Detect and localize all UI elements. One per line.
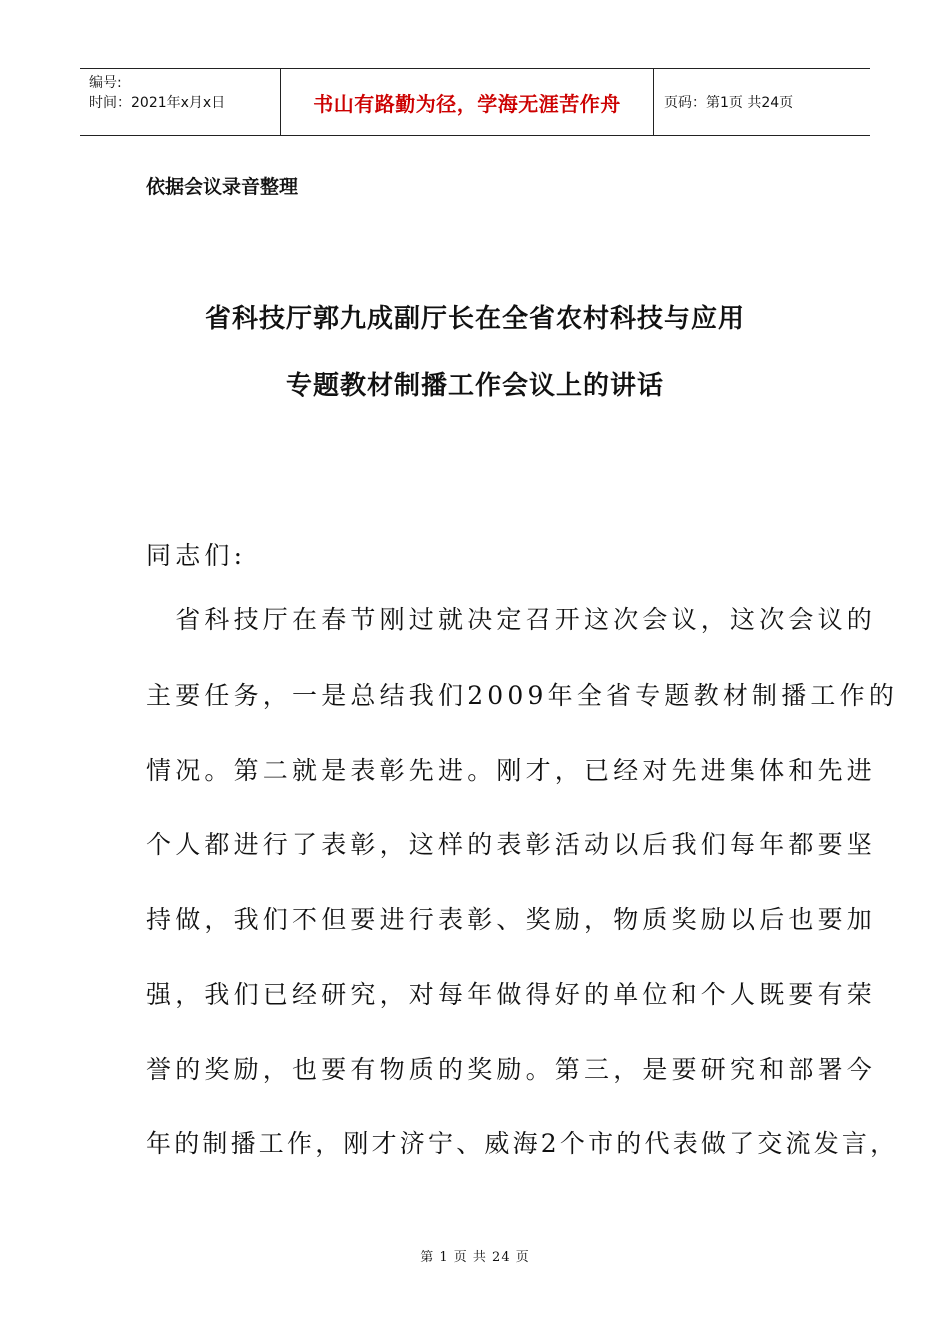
body-line: 持做，我们不但要进行表彰、奖励，物质奖励以后也要加 <box>146 905 877 934</box>
header-page-label: 页码：第1页 共24页 <box>664 95 794 111</box>
body-line: 誉的奖励，也要有物质的奖励。第三，是要研究和部署今 <box>146 1055 877 1084</box>
body-line: 年的制播工作，刚才济宁、威海2个市的代表做了交流发言， <box>146 1129 899 1158</box>
body-line: 主要任务，一是总结我们2009年全省专题教材制播工作的 <box>146 681 899 710</box>
header-info-cell <box>80 69 281 135</box>
document-title-line-1: 省科技厅郭九成副厅长在全省农村科技与应用 <box>204 304 745 334</box>
motto: 书山有路勤为径，学海无涯苦作舟 <box>281 69 654 135</box>
page-footer: 第 1 页 共 24 页 <box>420 1250 530 1265</box>
document-title-line-2: 专题教材制播工作会议上的讲话 <box>285 371 664 401</box>
body-line: 强，我们已经研究，对每年做得好的单位和个人既要有荣 <box>146 980 877 1009</box>
body-line: 情况。第二就是表彰先进。刚才，已经对先进集体和先进 <box>146 756 877 785</box>
salutation: 同志们: <box>146 541 247 570</box>
page-header <box>80 68 870 136</box>
body-line: 省科技厅在春节刚过就决定召开这次会议，这次会议的 <box>146 605 877 634</box>
body-line: 个人都进行了表彰，这样的表彰活动以后我们每年都要坚 <box>146 830 877 859</box>
date-label: 时间：2021年x月x日 <box>89 95 226 111</box>
code-label: 编号: <box>89 75 122 91</box>
source-note: 依据会议录音整理 <box>146 176 299 198</box>
